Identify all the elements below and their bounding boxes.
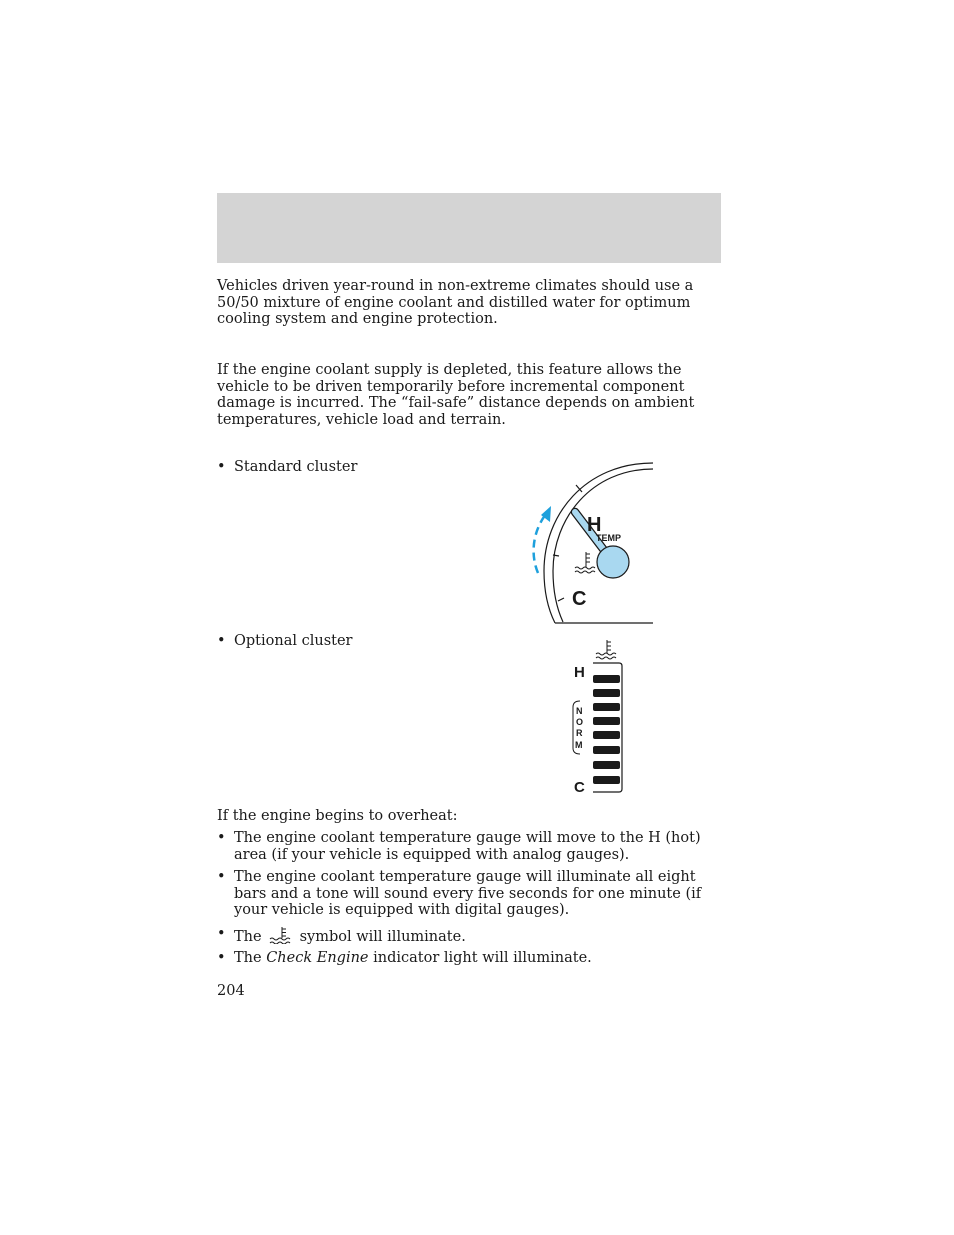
optional-temperature-gauge [568, 636, 628, 796]
overheat-analog-item [217, 830, 723, 863]
gauge-bar [593, 776, 620, 784]
gauge-bar [593, 761, 620, 769]
norm-letter: N [576, 706, 583, 716]
overheat-symbol-item [217, 926, 723, 946]
fail-safe-paragraph: If the engine coolant supply is depleted, this feature allows the vehicle to be driven temporarily before incremental component damage is incurred. The “fail-safe” distance depends on ambient temperatures, vehicle load and terrain. [217, 362, 695, 428]
bullet-dot: • [217, 459, 226, 475]
bullet-dot: • [217, 830, 226, 846]
coolant-mixture-paragraph: Vehicles driven year-round in non-extreme climates should use a 50/50 mixture of engine coolant and distilled water for optimum cooling system and engine protection. [217, 278, 694, 327]
gauge-bar [593, 731, 620, 739]
coolant-temperature-icon [268, 926, 292, 944]
gauge-bar [593, 717, 620, 725]
gauge-bar [593, 675, 620, 683]
digital-hot-label: H [574, 664, 585, 681]
digital-cold-label: C [574, 779, 585, 796]
overheat-intro: If the engine begins to overheat: [217, 808, 458, 824]
gauge-bar [593, 703, 620, 711]
overheat-analog-text: The engine coolant temperature gauge will move to the H (hot) area (if your vehicle is equipped with analog gauges). [234, 830, 701, 863]
check-text-before: The [234, 950, 262, 966]
symbol-text-before: The [234, 929, 262, 945]
overheat-digital-text: The engine coolant temperature gauge will illuminate all eight bars and a tone will sound every five seconds for one minute (if your vehicle is equipped with digital gauges). [234, 869, 702, 918]
bullet-dot: • [217, 869, 226, 885]
gauge-cold-label: C [572, 588, 587, 610]
optional-cluster-label: Optional cluster [234, 633, 353, 649]
bullet-dot: • [217, 926, 226, 942]
bullet-dot: • [217, 633, 226, 649]
overheat-digital-item [217, 869, 723, 919]
digital-gauge-bars [593, 675, 620, 784]
standard-cluster-label: Standard cluster [234, 459, 358, 475]
page-number: 204 [217, 983, 245, 999]
optional-cluster-item [217, 633, 723, 650]
gauge-hot-label: H [587, 514, 602, 536]
coolant-temperature-icon [596, 640, 616, 659]
check-text-after: indicator light will illuminate. [373, 950, 592, 966]
norm-letter: R [576, 728, 583, 738]
bullet-dot: • [217, 950, 226, 966]
norm-letter: O [576, 717, 584, 727]
gauge-temp-label: TEMP [596, 533, 622, 543]
gauge-bar [593, 746, 620, 754]
overheat-check-engine-item [217, 950, 723, 967]
norm-letter: M [575, 740, 583, 750]
gauge-bar [593, 689, 620, 697]
coolant-temperature-icon [575, 552, 595, 573]
section-header-band [217, 193, 721, 263]
symbol-text-after: symbol will illuminate. [299, 929, 466, 945]
check-engine-term: Check Engine [266, 950, 369, 966]
standard-temperature-gauge [525, 459, 657, 627]
